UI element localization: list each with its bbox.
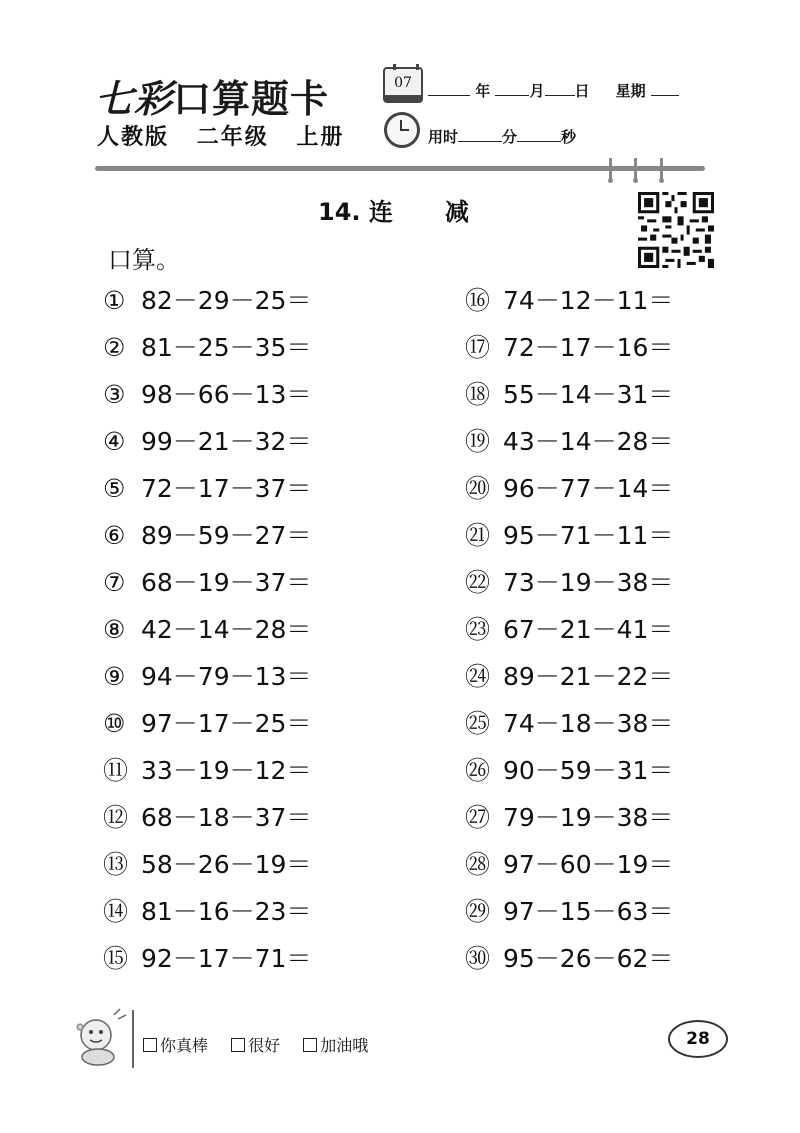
problem-index: ⑯ xyxy=(465,286,491,315)
problem-index: ㉒ xyxy=(465,568,491,597)
edition-grade: 二年级 xyxy=(196,125,269,150)
problem-item xyxy=(103,421,311,468)
problem-expression: 72－17－37＝ xyxy=(141,474,312,503)
problem-item xyxy=(103,891,311,938)
checkbox-icon xyxy=(231,1038,245,1052)
binder-clip-1 xyxy=(609,158,612,180)
problem-index: ⑧ xyxy=(103,615,126,644)
problem-expression: 72－17－16＝ xyxy=(503,333,674,362)
problem-index: ⑬ xyxy=(103,850,129,879)
problem-item xyxy=(103,515,311,562)
problem-index: ⑭ xyxy=(103,897,129,926)
problem-expression: 97－15－63＝ xyxy=(503,897,674,926)
problem-index: ⑲ xyxy=(465,427,491,456)
problem-expression: 73－19－38＝ xyxy=(503,568,674,597)
problem-item xyxy=(103,844,311,891)
binder-dot-3 xyxy=(659,178,664,183)
problem-expression: 97－17－25＝ xyxy=(141,709,312,738)
problem-item xyxy=(465,750,673,797)
problem-item xyxy=(465,468,673,515)
calendar-icon xyxy=(383,67,423,103)
binder-clip-2 xyxy=(634,158,637,180)
problem-item xyxy=(103,938,311,985)
problem-expression: 81－16－23＝ xyxy=(141,897,312,926)
binder-clip-3 xyxy=(660,158,663,180)
mascot-illustration xyxy=(70,1005,132,1067)
month-label: 月 xyxy=(529,82,545,100)
time-used-label: 用时 xyxy=(428,128,459,146)
problem-item xyxy=(103,374,311,421)
problem-index: ③ xyxy=(103,380,126,409)
problem-index: ㉖ xyxy=(465,756,491,785)
problem-item xyxy=(465,327,673,374)
problem-expression: 67－21－41＝ xyxy=(503,615,674,644)
self-evaluation xyxy=(143,1033,386,1056)
option-keep-trying[interactable]: 加油哦 xyxy=(303,1036,368,1055)
problem-item xyxy=(465,797,673,844)
problem-item xyxy=(465,844,673,891)
binder-dot-1 xyxy=(608,178,613,183)
problem-index: ⑫ xyxy=(103,803,129,832)
checkbox-icon xyxy=(143,1038,157,1052)
title-char-1: 连 xyxy=(368,198,393,226)
minutes-label: 分 xyxy=(502,128,518,146)
problem-item xyxy=(465,515,673,562)
problem-expression: 81－25－35＝ xyxy=(141,333,312,362)
problem-index: ⑤ xyxy=(103,474,126,503)
problem-expression: 97－60－19＝ xyxy=(503,850,674,879)
weekday-blank[interactable] xyxy=(651,81,679,96)
problem-index: ㉚ xyxy=(465,944,491,973)
year-label: 年 xyxy=(475,82,491,100)
problem-item xyxy=(103,327,311,374)
problem-item xyxy=(103,656,311,703)
problem-item xyxy=(465,703,673,750)
brand-rest: 口算题卡 xyxy=(173,77,330,121)
problem-index: ② xyxy=(103,333,126,362)
option-good[interactable]: 很好 xyxy=(231,1036,280,1055)
instruction: 口算。 xyxy=(108,246,180,274)
problem-item xyxy=(103,797,311,844)
problem-expression: 90－59－31＝ xyxy=(503,756,674,785)
problem-index: ⑮ xyxy=(103,944,129,973)
problem-expression: 68－19－37＝ xyxy=(141,568,312,597)
problem-expression: 95－26－62＝ xyxy=(503,944,674,973)
problem-index: ④ xyxy=(103,427,126,456)
problem-item xyxy=(103,703,311,750)
problem-item xyxy=(465,280,673,327)
problem-expression: 89－59－27＝ xyxy=(141,521,312,550)
problem-expression: 98－66－13＝ xyxy=(141,380,312,409)
binder-dot-2 xyxy=(633,178,638,183)
edition-line xyxy=(97,120,362,151)
option-great[interactable]: 你真棒 xyxy=(143,1036,208,1055)
section-title xyxy=(318,192,469,227)
problem-expression: 92－17－71＝ xyxy=(141,944,312,973)
problem-expression: 58－26－19＝ xyxy=(141,850,312,879)
page-number: 28 xyxy=(668,1020,728,1058)
problem-expression: 74－12－11＝ xyxy=(503,286,674,315)
problem-index: ㉗ xyxy=(465,803,491,832)
problem-item xyxy=(103,280,311,327)
seconds-label: 秒 xyxy=(561,128,577,146)
date-fill-line xyxy=(428,80,679,101)
day-label: 日 xyxy=(574,82,590,100)
problem-index: ㉑ xyxy=(465,521,491,550)
problem-item xyxy=(465,562,673,609)
title-char-2: 减 xyxy=(444,198,469,226)
problem-expression: 55－14－31＝ xyxy=(503,380,674,409)
problem-expression: 95－71－11＝ xyxy=(503,521,674,550)
problem-index: ⑳ xyxy=(465,474,491,503)
problem-index: ㉙ xyxy=(465,897,491,926)
problem-item xyxy=(103,750,311,797)
minutes-blank[interactable] xyxy=(458,127,502,142)
problem-expression: 94－79－13＝ xyxy=(141,662,312,691)
day-blank[interactable] xyxy=(545,81,575,96)
problem-item xyxy=(465,421,673,468)
problem-expression: 89－21－22＝ xyxy=(503,662,674,691)
problem-index: ㉕ xyxy=(465,709,491,738)
problem-index: ⑨ xyxy=(103,662,126,691)
year-blank[interactable] xyxy=(428,81,470,96)
problem-item xyxy=(465,609,673,656)
problem-expression: 79－19－38＝ xyxy=(503,803,674,832)
problem-expression: 99－21－32＝ xyxy=(141,427,312,456)
problem-expression: 33－19－12＝ xyxy=(141,756,312,785)
problems-left-column xyxy=(103,280,311,985)
section-number: 14. xyxy=(318,198,361,226)
header-divider xyxy=(95,166,705,171)
problem-item xyxy=(103,468,311,515)
problem-expression: 42－14－28＝ xyxy=(141,615,312,644)
problem-index: ⑱ xyxy=(465,380,491,409)
problem-item xyxy=(465,891,673,938)
seconds-blank[interactable] xyxy=(517,127,561,142)
problem-index: ㉔ xyxy=(465,662,491,691)
weekday-label: 星期 xyxy=(615,82,646,100)
problem-expression: 82－29－25＝ xyxy=(141,286,312,315)
edition-volume: 上册 xyxy=(296,125,345,150)
problem-index: ⑩ xyxy=(103,709,126,738)
qr-code-icon[interactable] xyxy=(638,192,714,268)
problem-expression: 68－18－37＝ xyxy=(141,803,312,832)
problem-item xyxy=(465,656,673,703)
problem-index: ㉘ xyxy=(465,850,491,879)
problem-index: ⑥ xyxy=(103,521,126,550)
problem-expression: 74－18－38＝ xyxy=(503,709,674,738)
problem-index: ① xyxy=(103,286,126,315)
calendar-number: 07 xyxy=(394,75,412,91)
problem-item xyxy=(103,609,311,656)
problem-index: ⑪ xyxy=(103,756,129,785)
problem-index: ⑰ xyxy=(465,333,491,362)
problem-item xyxy=(465,374,673,421)
problem-expression: 43－14－28＝ xyxy=(503,427,674,456)
problems-right-column xyxy=(465,280,673,985)
problem-item xyxy=(465,938,673,985)
brand-title xyxy=(95,68,329,123)
checkbox-icon xyxy=(303,1038,317,1052)
brand-prefix: 七彩 xyxy=(95,76,174,121)
problem-item xyxy=(103,562,311,609)
footer-divider xyxy=(132,1010,134,1068)
problem-index: ⑦ xyxy=(103,568,126,597)
alarm-clock-icon xyxy=(384,112,420,148)
edition-publisher: 人教版 xyxy=(97,125,170,150)
month-blank[interactable] xyxy=(495,81,529,96)
problem-index: ㉓ xyxy=(465,615,491,644)
problem-expression: 96－77－14＝ xyxy=(503,474,674,503)
time-fill-line xyxy=(428,126,576,147)
